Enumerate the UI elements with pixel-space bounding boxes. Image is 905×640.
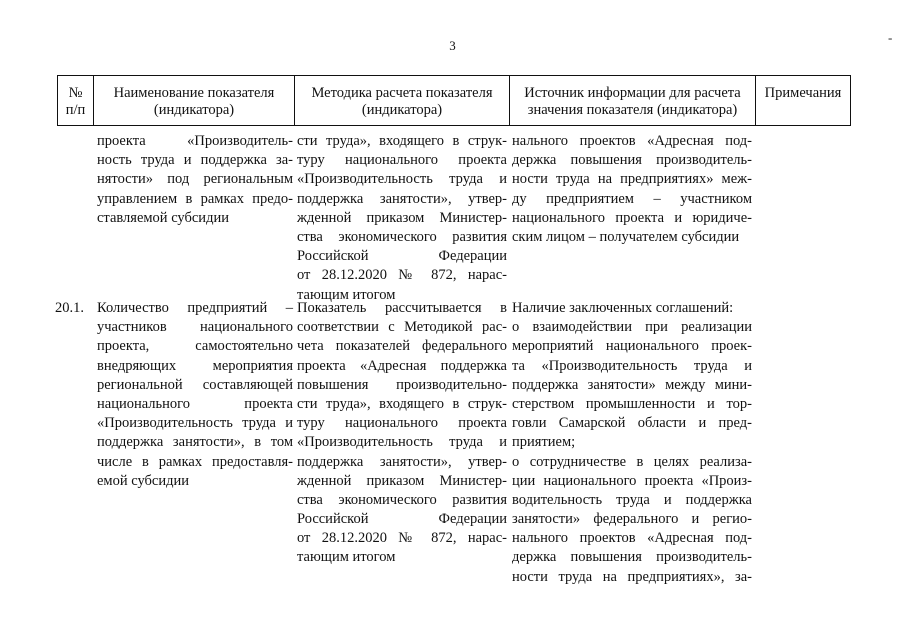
cell-line: ставляемой субсидии (97, 209, 229, 226)
cell-line: ности труда на предприятиях», за- (512, 568, 752, 585)
cell-line: нального проектов «Адресная под- (512, 133, 752, 149)
row-method-cell (297, 299, 507, 568)
cell-line: управлением в рамках предо- (97, 190, 293, 207)
cell-line: держка повышения производитель- (512, 549, 752, 566)
cell-line: тающим итогом (297, 549, 396, 566)
header-method (295, 85, 509, 119)
cell-line: говли Самарской области и пред- (512, 415, 752, 432)
cell-line: водительность труда и поддержка (512, 491, 752, 508)
cell-line: участников национального (97, 319, 293, 336)
cell-line: сти труда», входящего в струк- (297, 395, 507, 412)
cell-line: чета показателей федерального (297, 338, 507, 355)
header-source (510, 85, 755, 119)
cell-line: мероприятий национального проек- (512, 338, 752, 355)
row-number-text: 20.1. (55, 300, 84, 316)
cell-line: приятием; (512, 434, 576, 451)
cell-line: ства экономического развития (297, 491, 507, 508)
continued-source-cell (512, 132, 752, 247)
header-notes-line: Примечания (764, 85, 842, 101)
header-name-line: (индикатора) (153, 102, 235, 118)
cell-line: нятости» под региональным (97, 171, 293, 188)
header-number-line: п/п (65, 102, 86, 118)
cell-line: емой субсидии (97, 472, 190, 489)
cell-line: нального проектов «Адресная под- (512, 530, 752, 547)
cell-line: региональной составляющей (97, 376, 293, 393)
header-name (94, 85, 294, 119)
cell-line: «Производительность труда и (297, 434, 507, 451)
cell-line: та «Производительность труда и (512, 357, 752, 374)
cell-line: Российской Федерации (297, 248, 507, 265)
cell-line: ности труда на предприятиях» меж- (512, 171, 752, 188)
cell-line: ность труда и поддержка за- (97, 152, 293, 169)
cell-line: сти труда», входящего в струк- (297, 133, 507, 149)
cell-line: держка повышения производитель- (512, 152, 752, 169)
col-divider (850, 75, 851, 126)
cell-line: жденной приказом Министер- (297, 209, 507, 226)
cell-line: от 28.12.2020 № 872, нарас- (297, 267, 507, 284)
header-notes (756, 85, 850, 102)
cell-line: занятости» федерального и регио- (512, 511, 752, 528)
table-top-border (57, 75, 851, 76)
cell-line: поддержка занятости», утвер- (297, 190, 507, 207)
cell-line: ду предприятием – участником (512, 190, 752, 207)
row-number (55, 299, 95, 318)
header-method-line: (индикатора) (361, 102, 443, 118)
cell-line: Наличие заключенных соглашений: (512, 300, 734, 316)
cell-line: туру национального проекта (297, 152, 507, 169)
continued-method-cell (297, 132, 507, 305)
cell-line: поддержка занятости», утвер- (297, 453, 507, 470)
continued-name-cell (97, 132, 293, 228)
header-name-line: Наименование показателя (113, 85, 275, 101)
cell-line: о сотрудничестве в целях реализа- (512, 453, 752, 470)
header-number (57, 85, 94, 119)
header-source-line: значения показателя (индикатора) (527, 102, 738, 118)
cell-line: проекта, самостоятельно (97, 338, 293, 355)
cell-line: тающим итогом (297, 286, 396, 303)
cell-line: национального проекта и юридиче- (512, 209, 752, 226)
cell-line: ства экономического развития (297, 228, 507, 245)
cell-line: повышения производительно- (297, 376, 507, 393)
cell-line: внедряющих мероприятия (97, 357, 293, 374)
cell-line: национального проекта (97, 395, 293, 412)
cell-line: числе в рамках предоставля- (97, 453, 293, 470)
cell-line: соответствии с Методикой рас- (297, 319, 507, 336)
header-source-line: Источник информации для расчета (524, 85, 741, 101)
cell-line: поддержка занятости» между мини- (512, 376, 752, 393)
margin-mark: - (888, 30, 893, 45)
cell-line: о взаимодействии при реализации (512, 319, 752, 336)
cell-line: стерством промышленности и тор- (512, 395, 752, 412)
cell-line: поддержка занятости», в том (97, 434, 293, 451)
cell-line: «Производительность труда и (297, 171, 507, 188)
cell-line: туру национального проекта (297, 415, 507, 432)
table-header-bottom-border (57, 125, 851, 126)
cell-line: Количество предприятий – (97, 300, 293, 316)
header-method-line: Методика расчета показателя (311, 85, 493, 101)
cell-line: ским лицом – получателем субсидии (512, 228, 740, 245)
page-number: 3 (449, 38, 456, 53)
cell-line: жденной приказом Министер- (297, 472, 507, 489)
cell-line: Российской Федерации (297, 511, 507, 528)
row-name-cell (97, 299, 293, 491)
cell-line: Показатель рассчитывается в (297, 300, 507, 316)
cell-line: проекта «Производитель- (97, 133, 293, 149)
cell-line: ции национального проекта «Произ- (512, 472, 752, 489)
cell-line: проекта «Адресная поддержка (297, 357, 507, 374)
cell-line: от 28.12.2020 № 872, нарас- (297, 530, 507, 547)
row-source-cell (512, 299, 752, 587)
header-number-line: № (68, 85, 83, 101)
cell-line: «Производительность труда и (97, 415, 293, 432)
